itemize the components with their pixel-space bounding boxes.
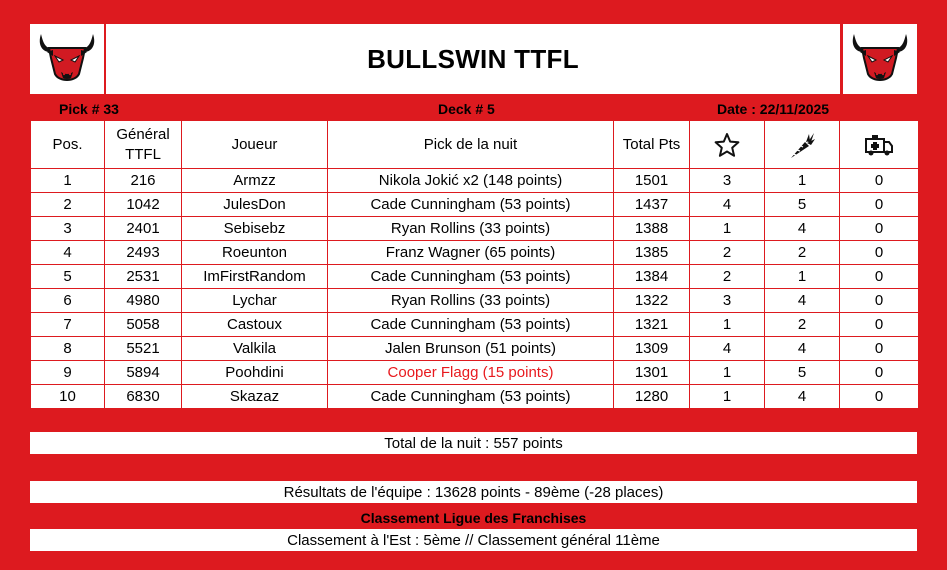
cell-carrots: 1 bbox=[765, 169, 840, 193]
cell-pick: Ryan Rollins (33 points) bbox=[328, 217, 614, 241]
header-general-line1: Général bbox=[116, 125, 170, 143]
table-row bbox=[31, 385, 919, 409]
table-header-row bbox=[31, 121, 919, 169]
ranking-table bbox=[30, 120, 919, 409]
cell-general: 4980 bbox=[105, 289, 182, 313]
deck-label: Deck # 5 bbox=[438, 101, 495, 117]
cell-carrots: 5 bbox=[765, 361, 840, 385]
total-night-bar bbox=[30, 432, 917, 454]
cell-general: 5058 bbox=[105, 313, 182, 337]
cell-pick: Jalen Brunson (51 points) bbox=[328, 337, 614, 361]
header-pick: Pick de la nuit bbox=[328, 121, 614, 169]
header-carrots bbox=[765, 121, 840, 169]
standing-bar bbox=[30, 529, 917, 551]
cell-general: 6830 bbox=[105, 385, 182, 409]
cell-injuries: 0 bbox=[840, 289, 919, 313]
cell-player: Sebisebz bbox=[182, 217, 328, 241]
cell-stars: 2 bbox=[690, 241, 765, 265]
bull-logo-icon bbox=[35, 26, 99, 93]
cell-carrots: 4 bbox=[765, 337, 840, 361]
cell-stars: 4 bbox=[690, 337, 765, 361]
header-pos: Pos. bbox=[31, 121, 105, 169]
cell-pos: 1 bbox=[31, 169, 105, 193]
cell-pos: 2 bbox=[31, 193, 105, 217]
cell-player: Roeunton bbox=[182, 241, 328, 265]
table-row bbox=[31, 169, 919, 193]
cell-total: 1501 bbox=[614, 169, 690, 193]
cell-stars: 4 bbox=[690, 193, 765, 217]
cell-injuries: 0 bbox=[840, 265, 919, 289]
cell-total: 1301 bbox=[614, 361, 690, 385]
league-title-bar bbox=[30, 507, 917, 529]
cell-injuries: 0 bbox=[840, 193, 919, 217]
cell-general: 1042 bbox=[105, 193, 182, 217]
cell-injuries: 0 bbox=[840, 241, 919, 265]
header-stars bbox=[690, 121, 765, 169]
cell-player: Poohdini bbox=[182, 361, 328, 385]
cell-player: Skazaz bbox=[182, 385, 328, 409]
ambulance-icon bbox=[840, 132, 918, 158]
cell-total: 1388 bbox=[614, 217, 690, 241]
table-row bbox=[31, 361, 919, 385]
cell-injuries: 0 bbox=[840, 313, 919, 337]
cell-total: 1437 bbox=[614, 193, 690, 217]
cell-carrots: 4 bbox=[765, 289, 840, 313]
cell-player: Armzz bbox=[182, 169, 328, 193]
cell-stars: 1 bbox=[690, 385, 765, 409]
cell-general: 5894 bbox=[105, 361, 182, 385]
cell-pick: Ryan Rollins (33 points) bbox=[328, 289, 614, 313]
cell-pos: 8 bbox=[31, 337, 105, 361]
carrot-icon bbox=[765, 130, 839, 160]
cell-stars: 1 bbox=[690, 217, 765, 241]
cell-carrots: 4 bbox=[765, 217, 840, 241]
cell-total: 1385 bbox=[614, 241, 690, 265]
cell-pos: 9 bbox=[31, 361, 105, 385]
cell-pos: 7 bbox=[31, 313, 105, 337]
table-row bbox=[31, 313, 919, 337]
cell-injuries: 0 bbox=[840, 217, 919, 241]
pick-label: Pick # 33 bbox=[59, 101, 119, 117]
cell-pick: Cooper Flagg (15 points) bbox=[328, 361, 614, 385]
bull-logo-icon bbox=[848, 26, 912, 93]
team-results-bar bbox=[30, 481, 917, 503]
cell-general: 2401 bbox=[105, 217, 182, 241]
cell-stars: 3 bbox=[690, 289, 765, 313]
cell-carrots: 4 bbox=[765, 385, 840, 409]
header-player: Joueur bbox=[182, 121, 328, 169]
total-night-text: Total de la nuit : 557 points bbox=[384, 434, 563, 452]
cell-total: 1280 bbox=[614, 385, 690, 409]
title-banner bbox=[106, 24, 840, 94]
header-injuries bbox=[840, 121, 919, 169]
cell-total: 1322 bbox=[614, 289, 690, 313]
cell-carrots: 2 bbox=[765, 241, 840, 265]
league-title-text: Classement Ligue des Franchises bbox=[360, 510, 587, 526]
cell-carrots: 1 bbox=[765, 265, 840, 289]
table-row bbox=[31, 337, 919, 361]
header-general bbox=[105, 121, 182, 169]
page-title: BULLSWIN TTFL bbox=[367, 43, 579, 74]
meta-row bbox=[30, 100, 917, 120]
date-label: Date : 22/11/2025 bbox=[717, 101, 830, 117]
cell-pick: Cade Cunningham (53 points) bbox=[328, 313, 614, 337]
cell-player: Valkila bbox=[182, 337, 328, 361]
cell-carrots: 2 bbox=[765, 313, 840, 337]
cell-pick: Cade Cunningham (53 points) bbox=[328, 193, 614, 217]
cell-stars: 2 bbox=[690, 265, 765, 289]
cell-player: Castoux bbox=[182, 313, 328, 337]
cell-pick: Cade Cunningham (53 points) bbox=[328, 265, 614, 289]
bulls-logo-left bbox=[30, 24, 104, 94]
cell-injuries: 0 bbox=[840, 361, 919, 385]
cell-general: 5521 bbox=[105, 337, 182, 361]
cell-pos: 5 bbox=[31, 265, 105, 289]
cell-pos: 10 bbox=[31, 385, 105, 409]
cell-total: 1321 bbox=[614, 313, 690, 337]
cell-player: Lychar bbox=[182, 289, 328, 313]
standing-text: Classement à l'Est : 5ème // Classement général 11ème bbox=[287, 531, 660, 549]
cell-player: JulesDon bbox=[182, 193, 328, 217]
bulls-logo-right bbox=[843, 24, 917, 94]
cell-stars: 1 bbox=[690, 361, 765, 385]
cell-total: 1309 bbox=[614, 337, 690, 361]
star-icon bbox=[690, 132, 764, 158]
cell-pick: Cade Cunningham (53 points) bbox=[328, 385, 614, 409]
cell-general: 2493 bbox=[105, 241, 182, 265]
cell-carrots: 5 bbox=[765, 193, 840, 217]
cell-pick: Franz Wagner (65 points) bbox=[328, 241, 614, 265]
cell-pos: 3 bbox=[31, 217, 105, 241]
cell-pos: 6 bbox=[31, 289, 105, 313]
cell-pick: Nikola Jokić x2 (148 points) bbox=[328, 169, 614, 193]
cell-total: 1384 bbox=[614, 265, 690, 289]
cell-injuries: 0 bbox=[840, 385, 919, 409]
cell-general: 2531 bbox=[105, 265, 182, 289]
header-total: Total Pts bbox=[614, 121, 690, 169]
table-row bbox=[31, 241, 919, 265]
cell-injuries: 0 bbox=[840, 169, 919, 193]
header-general-line2: TTFL bbox=[125, 145, 161, 163]
cell-injuries: 0 bbox=[840, 337, 919, 361]
table-row bbox=[31, 193, 919, 217]
cell-stars: 3 bbox=[690, 169, 765, 193]
cell-pos: 4 bbox=[31, 241, 105, 265]
team-results-text: Résultats de l'équipe : 13628 points - 89ème (-28 places) bbox=[283, 483, 664, 501]
cell-player: ImFirstRandom bbox=[182, 265, 328, 289]
table-row bbox=[31, 217, 919, 241]
cell-general: 216 bbox=[105, 169, 182, 193]
cell-stars: 1 bbox=[690, 313, 765, 337]
table-row bbox=[31, 289, 919, 313]
table-row bbox=[31, 265, 919, 289]
